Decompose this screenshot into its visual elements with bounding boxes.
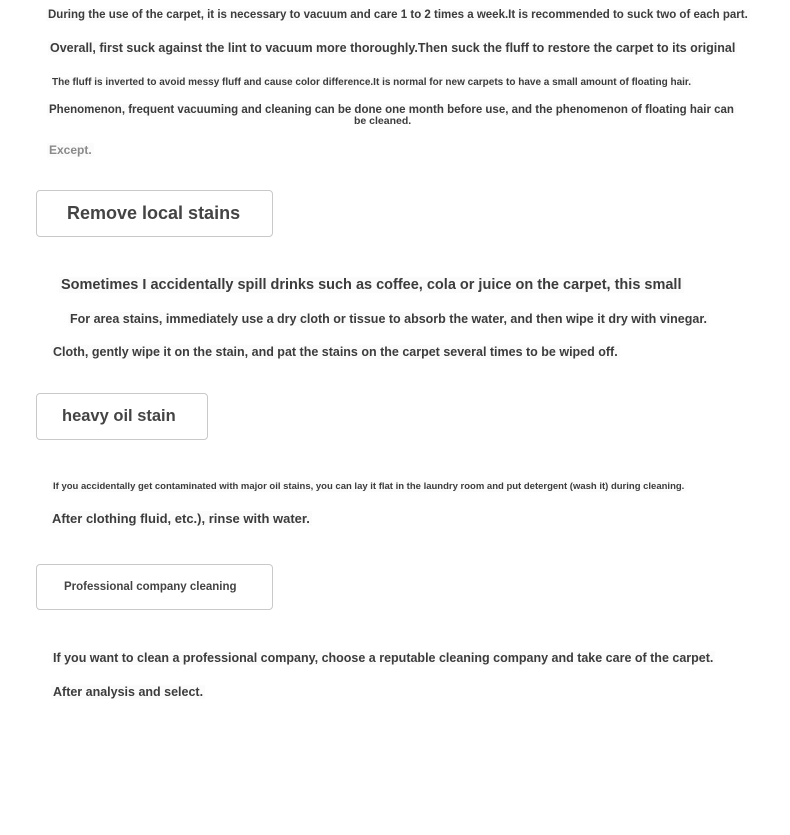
care-text-line-5: be cleaned. bbox=[354, 115, 412, 127]
care-text-line-4: Phenomenon, frequent vacuuming and cleaning can be done one month before use, and the phenomenon of floating hair can bbox=[49, 104, 734, 116]
care-text-line-3: The fluff is inverted to avoid messy fluff and cause color difference.It is normal for new carpets to have a small amount of floating hair. bbox=[52, 77, 692, 88]
professional-line-2: After analysis and select. bbox=[53, 685, 204, 699]
local-stains-line-2: For area stains, immediately use a dry cloth or tissue to absorb the water, and then wipe it dry with vinegar. bbox=[70, 312, 707, 326]
local-stains-line-1: Sometimes I accidentally spill drinks such as coffee, cola or juice on the carpet, this small bbox=[61, 277, 682, 293]
professional-line-1: If you want to clean a professional company, choose a reputable cleaning company and take care of the carpet. bbox=[53, 651, 714, 665]
section-heading-local-stains bbox=[36, 190, 273, 237]
section-heading-oil-stain bbox=[36, 393, 208, 440]
care-text-line-1: During the use of the carpet, it is necessary to vacuum and care 1 to 2 times a week.It is recommended to suck two of each part. bbox=[48, 9, 748, 21]
section-heading-professional-label: Professional company cleaning bbox=[64, 581, 237, 593]
care-text-line-6: Except. bbox=[49, 143, 92, 157]
local-stains-line-3: Cloth, gently wipe it on the stain, and pat the stains on the carpet several times to be wiped off. bbox=[53, 345, 618, 359]
section-heading-local-stains-label: Remove local stains bbox=[67, 203, 241, 223]
care-text-line-2: Overall, first suck against the lint to vacuum more thoroughly.Then suck the fluff to restore the carpet to its original bbox=[50, 41, 736, 55]
section-heading-professional bbox=[36, 564, 273, 610]
oil-stain-line-2: After clothing fluid, etc.), rinse with water. bbox=[52, 511, 310, 526]
oil-stain-line-1: If you accidentally get contaminated with major oil stains, you can lay it flat in the laundry room and put detergent (wash it) during cleaning. bbox=[53, 481, 685, 492]
section-heading-oil-stain-label: heavy oil stain bbox=[62, 407, 176, 425]
